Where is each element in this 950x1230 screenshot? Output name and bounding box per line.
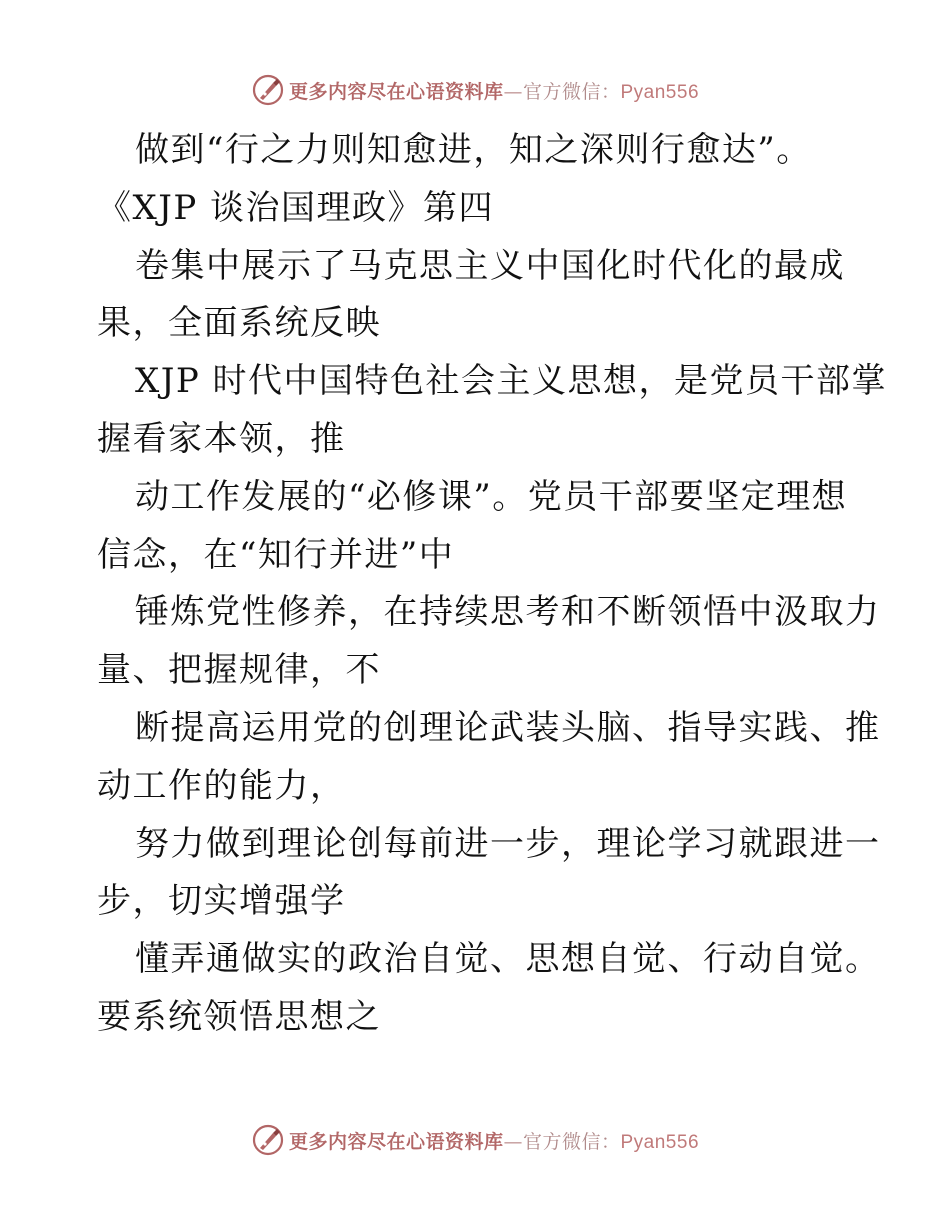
text-line: 动工作的能力， (97, 765, 346, 806)
text-line: 断提高运用党的创理论武装头脑、指导实践、推 (135, 707, 881, 748)
text-line: 动工作发展的“必修课”。党员干部要坚定理想 (135, 476, 848, 517)
header-watermark (0, 70, 950, 110)
text-line: 握看家本领，推 (97, 418, 346, 459)
text-line: 要系统领悟思想之 (97, 996, 381, 1037)
text-line: 量、把握规律，不 (97, 650, 381, 691)
text-line: 锤炼党性修养，在持续思考和不断领悟中汲取力 (135, 592, 881, 633)
document-body (97, 122, 888, 1047)
watermark-brand: 更多内容尽在心语资料库 (288, 80, 504, 103)
text-line: 步，切实增强学 (97, 881, 346, 922)
watermark-brand: 更多内容尽在心语资料库 (288, 1130, 504, 1153)
text-line: 《XJP 谈治国理政》第四 (97, 187, 495, 228)
watermark-handle: Pyan556 (620, 1131, 700, 1153)
text-line: 信念，在“知行并进”中 (97, 534, 455, 575)
text-line: 努力做到理论创每前进一步，理论学习就跟进一 (135, 823, 881, 864)
watermark-text (289, 77, 699, 104)
text-line: 果，全面系统反映 (97, 303, 381, 344)
text-line: XJP 时代中国特色社会主义思想，是党员干部掌 (135, 361, 888, 402)
watermark-text (289, 1127, 699, 1154)
footer-watermark (0, 1120, 950, 1160)
watermark-separator: — (503, 1130, 523, 1153)
fountain-pen-logo-icon (251, 73, 285, 107)
fountain-pen-logo-icon (251, 1123, 285, 1157)
watermark-handle: Pyan556 (620, 81, 700, 103)
text-line: 懂弄通做实的政治自觉、思想自觉、行动自觉。 (135, 939, 881, 980)
watermark-separator: — (503, 80, 523, 103)
watermark-wechat-label: 官方微信： (522, 1130, 621, 1153)
watermark-wechat-label: 官方微信： (522, 80, 621, 103)
text-line: 做到“行之力则知愈进，知之深则行愈达”。 (135, 130, 812, 170)
text-line: 卷集中展示了马克思主义中国化时代化的最成 (135, 245, 845, 286)
